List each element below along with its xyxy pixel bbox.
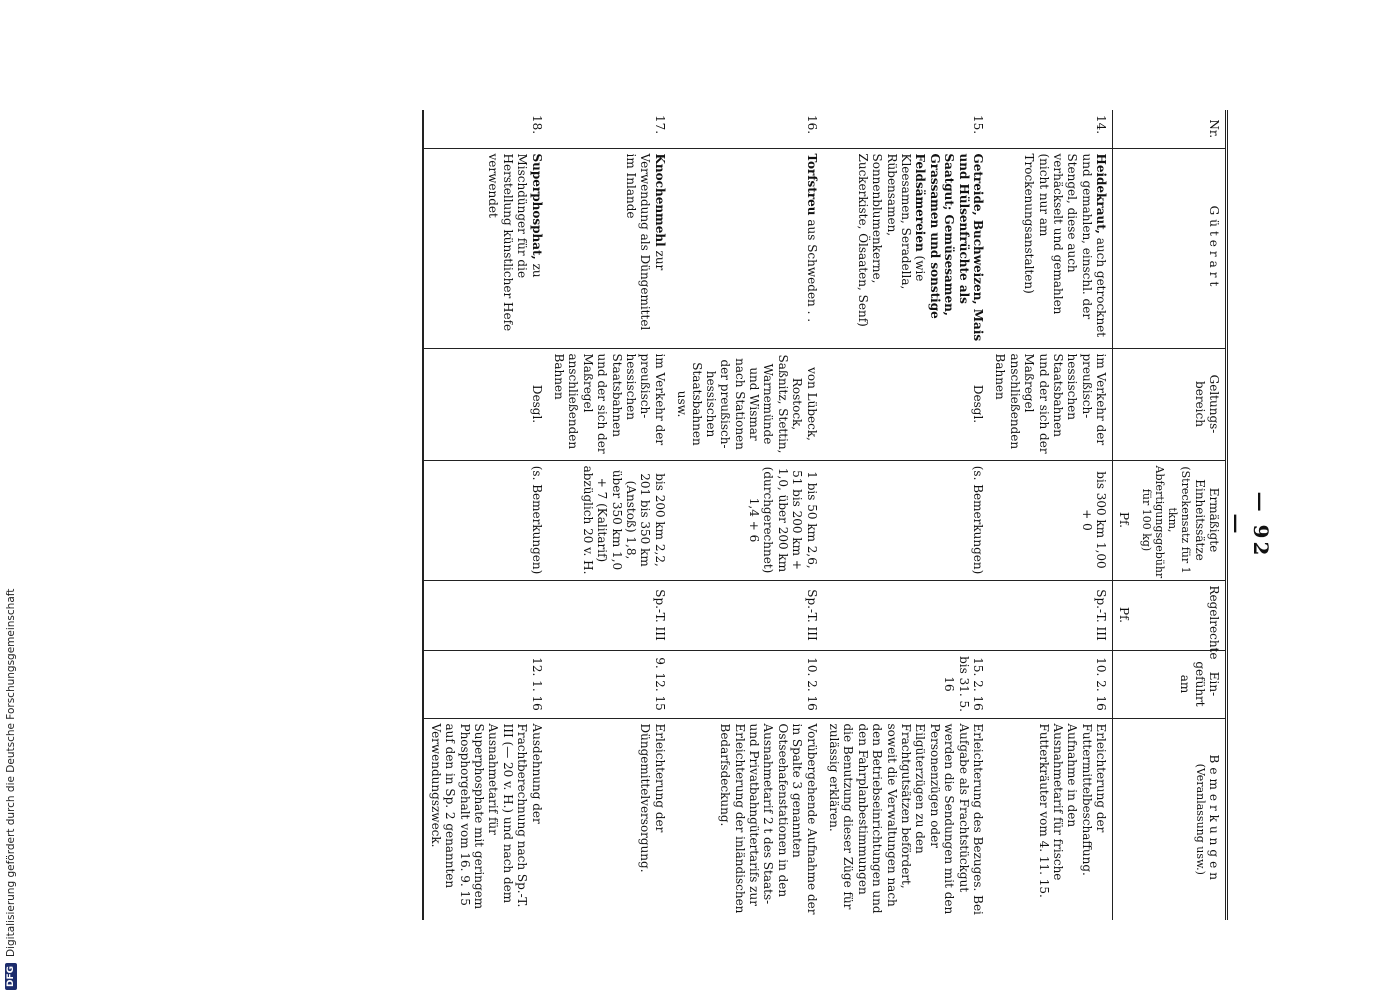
header-bemerkungen-sub: (Veranlassung usw.) [1193, 763, 1207, 875]
row-regelrecht [424, 580, 548, 650]
row-eingefuehrt: 10. 2. 16 [989, 650, 1113, 718]
row-eingefuehrt: 10. 2. 16 [671, 650, 823, 718]
row-nr: 16. [804, 115, 819, 135]
header-geltungsbereich: Geltungs-bereich [1113, 348, 1227, 460]
row-regelrecht: Sp.-T. III [989, 580, 1113, 650]
row-gueterart-text: auch getrocknet und gemahlen, einschl. der Stengel, diese auch verhäckselt und gemahlen (nicht nur am Trockenungsanstalten) [1022, 153, 1109, 338]
header-ermaessigte-label: Ermäßigte [1207, 487, 1221, 553]
row-bemerkungen: Vorübergehende Aufnahme der in Spalte 3 genannten Ostseehafenstationen in den Ausnahmetarif 2 t des Staats- und Privatbahngütertarifs zur Erleichterung der inländischen Bedarfsdeckung. [671, 718, 823, 920]
row-nr: 15. [970, 115, 985, 135]
row-gueterart-text: zu Mischdünger für die Herstellung künstlicher Hefe verwendet [486, 153, 544, 332]
table-header [1113, 110, 1227, 920]
table-row [823, 110, 989, 920]
header-ermaessigte [1135, 460, 1226, 580]
header-bemerkungen-label: Bemerkungen [1207, 754, 1221, 884]
row-gueterart-bold: Heidekraut, [1094, 153, 1109, 234]
table-row [424, 110, 548, 920]
row-gueterart [548, 148, 671, 348]
row-eingefuehrt: 15. 2. 16 bis 31. 5. 16 [823, 650, 989, 718]
header-gueterart: Güterart [1113, 148, 1227, 348]
row-nr: 18. [529, 115, 544, 135]
row-regelrecht: Sp.-T. III [671, 580, 823, 650]
row-bemerkungen: Erleichterung des Bezuges. Bei Aufgabe als Frachtstückgut werden die Sendungen mit den Personenzügen oder Eilgüterzügen zu den Frachtgutsätzen befördert, soweit die Verwaltungen nach den Betriebseinrichtungen und den Fahrplanbestimmungen die Benutzung dieser Züge für zulässig erklären. [823, 718, 989, 920]
row-eingefuehrt: 9. 12. 15 [548, 650, 671, 718]
table-row [989, 110, 1113, 920]
header-einheitssaetze: Einheitssätze [1192, 479, 1207, 561]
credit-text: Digitalisierung gefördert durch die Deutsche Forschungsgemeinschaft [5, 588, 17, 957]
header-eingefuehrt: Ein-geführt am [1113, 650, 1227, 718]
header-nr: Nr. [1113, 110, 1227, 148]
row-gueterart-bold: Getreide, Buchweizen, Mais und Hülsenfrüchte als Saatgut; Gemüsesamen, Grassamen und sonstige Feldsämereien [913, 153, 985, 342]
row-geltungsbereich: Desgl. [823, 348, 989, 460]
row-ermaessigt: 1 bis 50 km 2,6, 51 bis 200 km + 1,0, über 200 km (durchgerechnet) 1,4 + 6 [671, 460, 823, 580]
row-ermaessigt: (s. Bemerkungen) [823, 460, 989, 580]
header-pf2: Pf. [1113, 580, 1136, 650]
row-gueterart [989, 148, 1113, 348]
row-bemerkungen: Erleichterung der Futtermittelbeschaffung. Aufnahme in den Ausnahmetarif für frische Futterkräuter vom 4. 11. 15. [989, 718, 1113, 920]
row-regelrecht [823, 580, 989, 650]
row-gueterart-text: aus Schweden . . [804, 219, 819, 323]
row-ermaessigt: bis 200 km 2,2, 201 bis 350 km (Anstoß) 1,8, über 350 km 1,0 + 7 (Kalitarif) abzüglich 20 v. H. [548, 460, 671, 580]
row-nr: 14. [1094, 115, 1109, 135]
table-body [424, 110, 1113, 920]
row-regelrecht: Sp.-T. III [548, 580, 671, 650]
row-geltungsbereich: von Lübeck, Rostock, Saßnitz, Stettin, Warnemünde und Wismar nach Stationen der preußisch-hessischen Staatsbahnen usw. [671, 348, 823, 460]
dfg-logo: DFG [5, 963, 17, 990]
row-geltungsbereich: im Verkehr der preußisch-hessischen Staatsbahnen und der sich der Maßregel anschließenden Bahnen [989, 348, 1113, 460]
row-ermaessigt: (s. Bemerkungen) [424, 460, 548, 580]
row-gueterart [671, 148, 823, 348]
row-gueterart-bold: Superphosphat, [529, 153, 544, 260]
header-pf1: Pf. [1113, 460, 1136, 580]
row-bemerkungen: Erleichterung der Düngemittelversorgung. [548, 718, 671, 920]
row-eingefuehrt: 12. 1. 16 [424, 650, 548, 718]
row-geltungsbereich: Desgl. [424, 348, 548, 460]
row-gueterart-text: (wie Kleesamen, Seradella, Rübensamen, Sonnenblumenkerne, Zuckerkiste, Ölsaaten, Senf) [855, 153, 928, 327]
header-regelrechte: Regelrechte [1135, 580, 1226, 650]
row-nr: 17. [652, 115, 667, 135]
page-number: — 92 — [1225, 491, 1273, 559]
row-ermaessigt: bis 300 km 1,00 + 0 [989, 460, 1113, 580]
table-row [548, 110, 671, 920]
header-einheitssaetze-sub: (Streckensatz für 1 tkm, Abfertigungsgebühr für 100 kg) [1139, 465, 1193, 579]
row-gueterart-bold: Torfstreu [804, 153, 819, 216]
tariff-table [423, 110, 1229, 920]
table-row [671, 110, 823, 920]
row-gueterart-text: zur Verwendung als Düngemittel im Inlande [623, 153, 667, 331]
row-bemerkungen: Ausdehnung der Frachtberechnung nach Sp.-T. III (— 20 v. H.) und nach dem Ausnahmetarif für Superphosphate mit geringem Phosphorgehalt vom 16. 9. 15 auf den in Sp. 2 genannten Verwendungszweck. [424, 718, 548, 920]
header-bemerkungen [1113, 718, 1227, 920]
row-gueterart-bold: Knochenmehl [652, 153, 667, 247]
row-gueterart [424, 148, 548, 348]
row-gueterart [823, 148, 989, 348]
row-geltungsbereich: im Verkehr der preußisch-hessischen Staatsbahnen und der sich der Maßregel anschließenden Bahnen [548, 348, 671, 460]
